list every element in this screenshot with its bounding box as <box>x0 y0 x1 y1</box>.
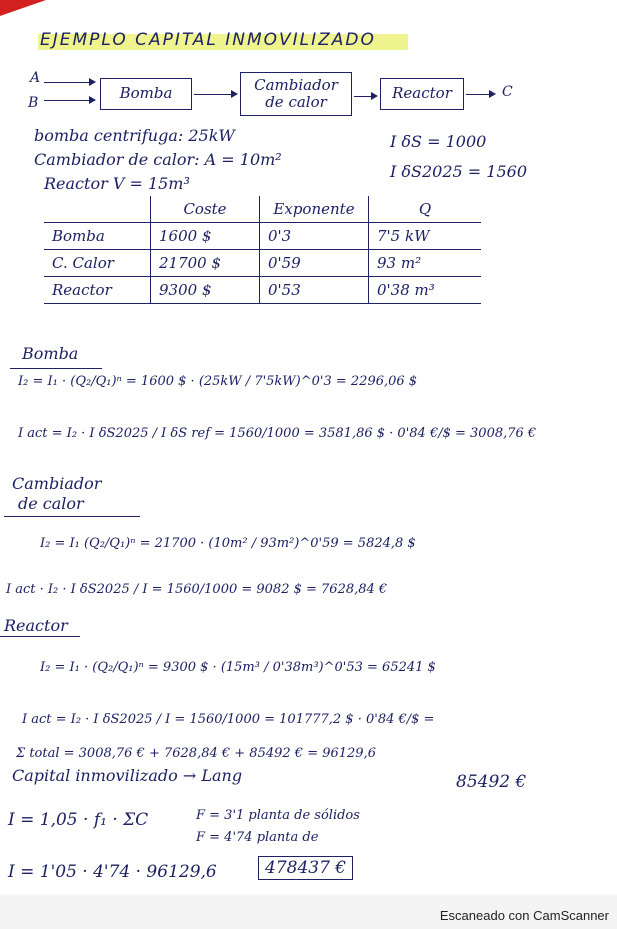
arrow-bomba-cambiador <box>194 94 236 95</box>
spec-reactor: Reactor V = 15m³ <box>44 174 190 193</box>
table-row <box>44 250 481 277</box>
table-header-cell: Q <box>369 196 482 223</box>
reactor-eq1: I₂ = I₁ · (Q₂/Q₁)ⁿ = 9300 $ · (15m³ / 0'38m³)^0'53 = 65241 $ <box>40 660 436 675</box>
table-header-cell: Coste <box>151 196 260 223</box>
cambiador-underline <box>4 516 140 517</box>
cambiador-heading-line1: Cambiador <box>12 474 102 493</box>
table-cell: 9300 $ <box>151 277 260 304</box>
cambiador-heading-line2: de calor <box>18 494 84 513</box>
reactor-eq2: I act = I₂ · I δS2025 / I = 1560/1000 = 101777,2 $ · 0'84 €/$ = <box>22 712 435 727</box>
table-header-cell: Exponente <box>260 196 369 223</box>
total-sum: Σ total = 3008,76 € + 7628,84 € + 85492 € = 96129,6 <box>16 746 376 761</box>
output-c-label: C <box>502 84 513 100</box>
red-corner-mark <box>0 0 46 16</box>
lang-formula: I = 1,05 · f₁ · ΣC <box>8 810 149 830</box>
cambiador-eq1: I₂ = I₁ (Q₂/Q₁)ⁿ = 21700 · (10m² / 93m²)^0'59 = 5824,8 $ <box>40 536 416 551</box>
arrow-reactor-output <box>466 94 494 95</box>
final-result-box: 478437 € <box>258 856 353 880</box>
table-cell: 1600 $ <box>151 223 260 250</box>
table-cell: 7'5 kW <box>369 223 482 250</box>
table-cell: 93 m² <box>369 250 482 277</box>
table-header-cell <box>44 196 151 223</box>
table-cell: C. Calor <box>44 250 151 277</box>
table-cell: Bomba <box>44 223 151 250</box>
table-cell: 0'59 <box>260 250 369 277</box>
table-cell: 0'53 <box>260 277 369 304</box>
cambiador-line2: de calor <box>265 93 327 111</box>
cambiador-eq2: I act · I₂ · I δS2025 / I = 1560/1000 = 9082 $ = 7628,84 € <box>6 582 388 597</box>
input-b-label: B <box>28 95 39 111</box>
table-cell: Reactor <box>44 277 151 304</box>
table-cell: 0'3 <box>260 223 369 250</box>
index-ref: I δS = 1000 <box>390 132 487 151</box>
table-row <box>44 277 481 304</box>
input-a-label: A <box>30 70 41 86</box>
table-header-row <box>44 196 481 223</box>
reactor-box: Reactor <box>380 78 464 110</box>
bomba-box: Bomba <box>100 78 192 110</box>
scanner-watermark: Escaneado con CamScanner <box>439 908 609 923</box>
page-title: EJEMPLO CAPITAL INMOVILIZADO <box>40 30 376 50</box>
spec-cambiador: Cambiador de calor: A = 10m² <box>34 150 282 169</box>
arrow-cambiador-reactor <box>354 96 376 97</box>
bomba-underline <box>10 368 102 369</box>
spec-bomba: bomba centrifuga: 25kW <box>34 126 235 145</box>
table-cell: 0'38 m³ <box>369 277 482 304</box>
reactor-eur-result: 85492 € <box>456 772 527 792</box>
reactor-heading: Reactor <box>4 616 68 635</box>
cost-table <box>44 196 481 304</box>
bomba-heading: Bomba <box>22 344 79 363</box>
arrow-a <box>44 82 94 83</box>
cambiador-line1: Cambiador <box>254 76 338 94</box>
reactor-underline <box>0 636 80 637</box>
capital-label: Capital inmovilizado → Lang <box>12 766 243 785</box>
cambiador-box <box>240 72 352 116</box>
index-2025: I δS2025 = 1560 <box>390 162 528 181</box>
factor-planta: F = 4'74 planta de <box>196 830 319 845</box>
bomba-eq2: I act = I₂ · I δS2025 / I δS ref = 1560/1000 = 3581,86 $ · 0'84 €/$ = 3008,76 € <box>18 426 537 441</box>
bomba-eq1: I₂ = I₁ · (Q₂/Q₁)ⁿ = 1600 $ · (25kW / 7'5kW)^0'3 = 2296,06 $ <box>18 374 418 389</box>
factor-solidos: F = 3'1 planta de sólidos <box>196 808 360 823</box>
table-cell: 21700 $ <box>151 250 260 277</box>
table-row <box>44 223 481 250</box>
final-calc: I = 1'05 · 4'74 · 96129,6 <box>8 862 217 882</box>
arrow-b <box>44 100 94 101</box>
